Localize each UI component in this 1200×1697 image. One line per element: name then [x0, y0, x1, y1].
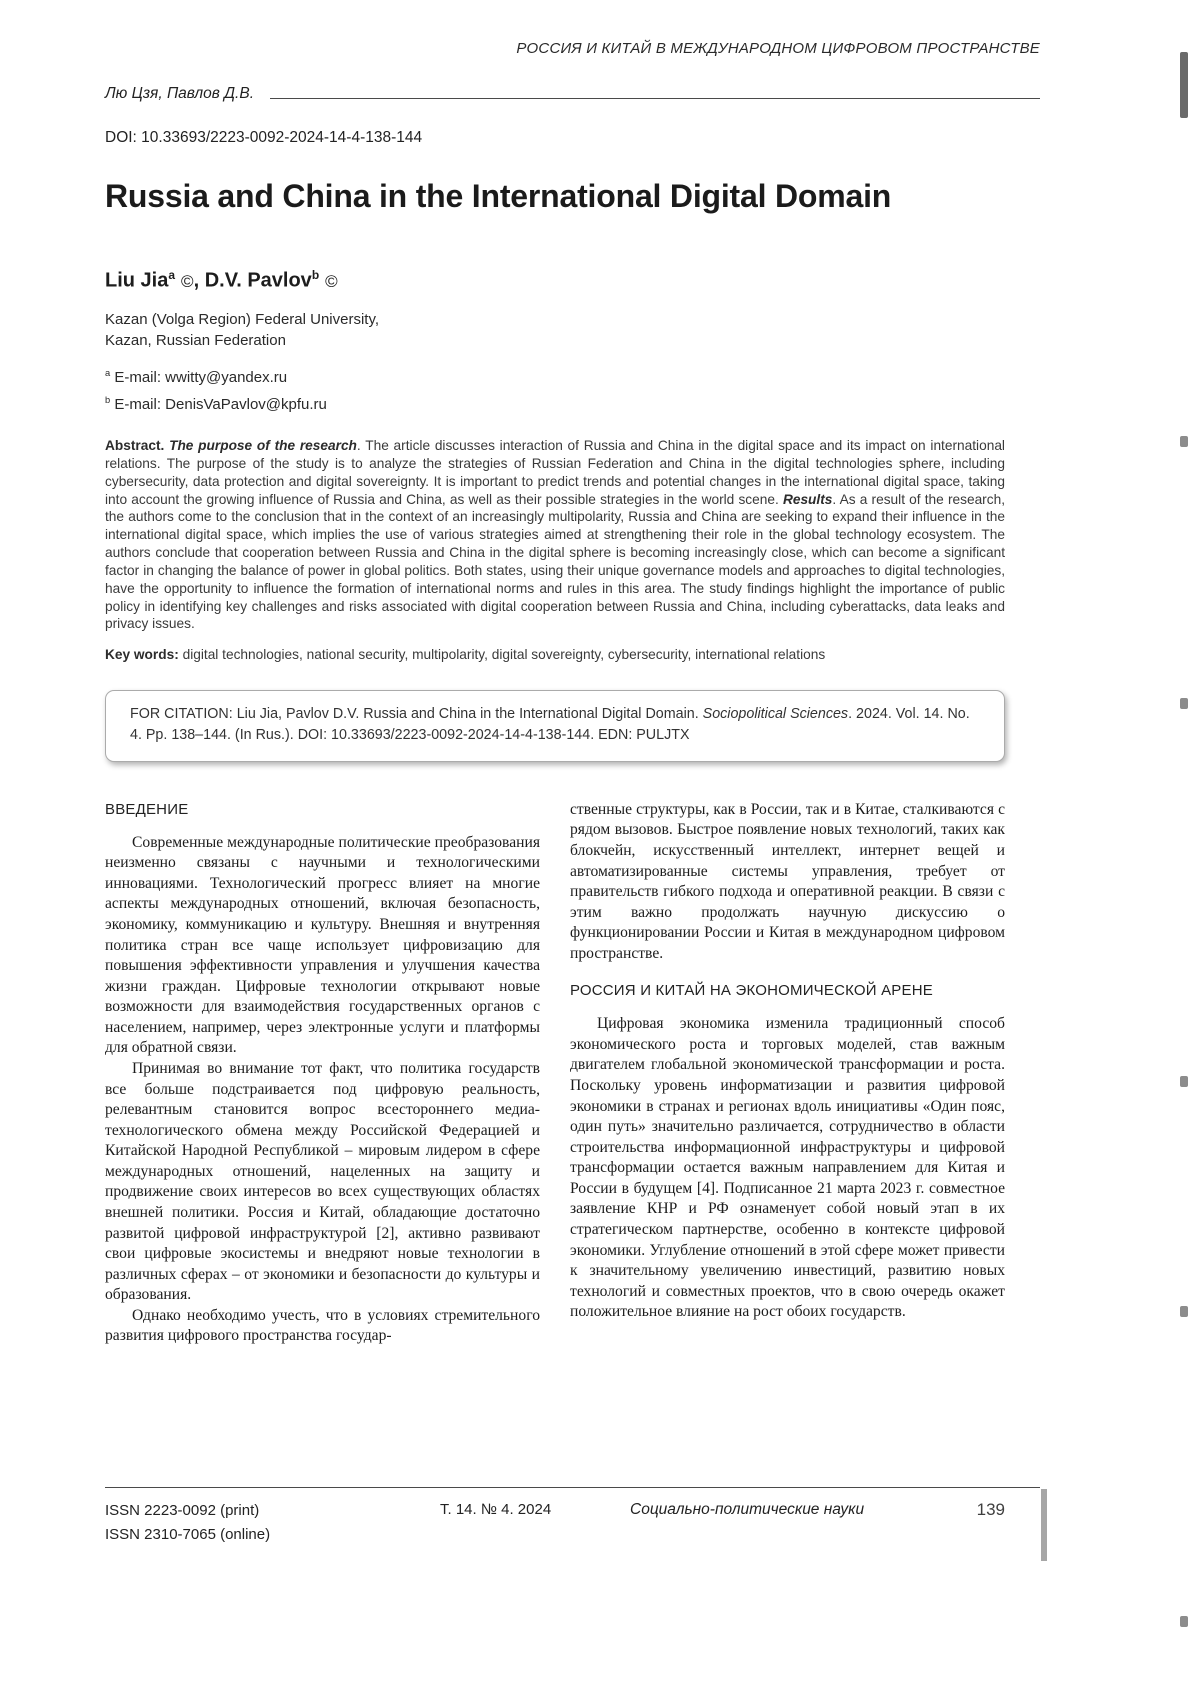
paragraph: Принимая во внимание тот факт, что политика государств все больше подстраивается под цифровую реальность, релевантным становится вопрос всестороннего медиа-технологического обмена между Российской Федерацией и Китайской Народной Республикой – мировым лидером в сфере международных отношений, нацеленных на защиту и продвижение своих интересов во всех существующих областях внешней политики. Россия и Китай, обладающие достаточно развитой цифровой инфраструктурой [2], активно развивают свои цифровые экосистемы и внедряют новые технологии в различных сферах – от экономики и безопасности до культуры и образования. — [105, 1059, 540, 1304]
abstract-label: Abstract. — [105, 438, 165, 454]
email-line-a — [105, 368, 1005, 386]
email-b-sup: b — [105, 395, 111, 406]
emails-block — [105, 368, 1005, 413]
authors-line — [105, 268, 1005, 293]
keywords-text: digital technologies, national security, multipolarity, digital sovereignty, cybersecurity, international relations — [178, 647, 826, 663]
scrollbar-mark — [1180, 436, 1188, 447]
abstract-text-2: . As a result of the research, the authors come to the conclusion that in the context of an increasingly multipolarity, Russia and China are seeking to expand their influence in the international digital space, which implies the use of various strategies aimed at strengthening their role in the global technology ecosystem. The authors conclude that cooperation between Russia and China in the digital sphere is becoming increasingly close, which can become a significant factor in changing the balance of power in global politics. Both states, using their unique governance models and approaches to digital technologies, have the opportunity to influence the formation of international norms and rules in this area. The study findings highlight the importance of public policy in identifying key challenges and risks associated with digital cooperation between Russia and China, including cyberattacks, data leaks and privacy issues. — [105, 491, 1005, 632]
author-1-name: Liu Jia — [105, 269, 169, 292]
keywords-line — [105, 646, 1005, 664]
affiliation-line-1: Kazan (Volga Region) Federal University, — [105, 310, 380, 328]
issn-online: ISSN 2310-7065 (online) — [105, 1526, 271, 1543]
copyright-icon: © — [325, 271, 338, 291]
page-edge-bar — [1041, 1489, 1047, 1561]
email-b-text: E-mail: DenisVaPavlov@kpfu.ru — [114, 396, 327, 414]
author-2-affiliation-sup: b — [311, 268, 320, 283]
column-left — [105, 800, 540, 1347]
authors-ru-row — [105, 85, 1040, 103]
citation-journal-name: Sociopolitical Sciences — [702, 705, 849, 722]
paragraph: Цифровая экономика изменила традиционный способ экономического роста и торговых моделей, став важным двигателем глобальной экономической трансформации и роста. Поскольку уровень информатизации и развития цифровой экономики в странах и регионах вдоль инициативы «Один пояс, один путь» значительно различается, сотрудничество в области строительства информационной инфраструктуры и цифровой трансформации остается важным направлением для Китая и России в будущем [4]. Подписанное 21 марта 2023 г. совместное заявление КНР и РФ ознаменует собой новый этап в их стратегическом партнерстве, особенно в контексте цифровой экономики. Углубление отношений в этой сфере может привести к значительному увеличению инвестиций, развитию новых технологий и совместных проектов, что в свою очередь окажет положительное влияние на рост обоих государств. — [570, 1015, 1005, 1321]
scrollbar-mark — [1180, 698, 1188, 709]
email-a-text: E-mail: wwitty@yandex.ru — [114, 369, 288, 387]
paragraph: Однако необходимо учесть, что в условиях стремительного развития цифрового пространства государ- — [105, 1306, 540, 1345]
page-number: 139 — [976, 1500, 1005, 1519]
section-heading-economic-arena: РОССИЯ И КИТАЙ НА ЭКОНОМИЧЕСКОЙ АРЕНЕ — [570, 982, 933, 1000]
article-body — [105, 800, 1005, 1347]
paragraph-continuation: ственные структуры, как в России, так и в Китае, сталкиваются с рядом вызовов. Быстрое появление новых технологий, таких как блокчейн, искусственный интеллект, интернет вещей и автоматизированные системы управления, требует от правительств гибкого подхода и оперативной реакции. В связи с этим важно продолжать научную дискуссию о функционировании России и Китая в международном цифровом пространстве. — [570, 800, 1005, 962]
issn-block — [105, 1499, 440, 1547]
affiliation-line-2: Kazan, Russian Federation — [105, 332, 286, 350]
citation-box — [105, 690, 1005, 762]
article-title: Russia and China in the International Digital Domain — [105, 178, 892, 214]
citation-text-2: . 2024. Vol. 14. No. 4. Pp. 138–144. (In Rus.). DOI: 10.33693/2223-0092-2024-14-4-138-144. EDN: PULJTX — [130, 705, 970, 744]
volume-info: Т. 14. № 4. 2024 — [440, 1501, 552, 1518]
scrollbar-mark — [1180, 1616, 1188, 1627]
abstract-results-heading: Results — [782, 491, 833, 507]
running-head: РОССИЯ И КИТАЙ В МЕЖДУНАРОДНОМ ЦИФРОВОМ ПРОСТРАНСТВЕ — [516, 40, 1040, 57]
abstract-purpose-heading: The purpose of the research — [169, 438, 357, 454]
page-footer — [105, 1487, 1040, 1547]
scrollbar-thumb[interactable] — [1180, 52, 1188, 118]
affiliation — [105, 309, 1005, 353]
scrollbar-mark — [1180, 1076, 1188, 1087]
abstract — [105, 437, 1005, 633]
header-rule — [270, 98, 1040, 99]
footer-row — [105, 1499, 1005, 1547]
scrollbar-mark — [1180, 1306, 1188, 1317]
citation-text-1: FOR CITATION: Liu Jia, Pavlov D.V. Russia and China in the International Digital Domain. — [130, 705, 703, 722]
email-line-b — [105, 395, 1005, 413]
section-heading-introduction: ВВЕДЕНИЕ — [105, 800, 189, 818]
column-right — [570, 800, 1005, 1347]
paragraph: Современные международные политические преобразования неизменно связаны с научными и технологическими инновациями. Технологический прогресс влияет на многие аспекты международных отношений, включая безопасность, экономику, коммуникацию и культуру. Внешняя и внутренняя политика стран все чаще использует цифровизацию для повышения эффективности управления и улучшения качества жизни граждан. Цифровые технологии открывают новые возможности для взаимодействия государственных органов с населением, например, через электронные услуги и платформы для обратной связи. — [105, 833, 540, 1057]
authors-ru: Лю Цзя, Павлов Д.В. — [105, 85, 255, 102]
page-content — [105, 0, 1040, 1347]
author-1-affiliation-sup: a — [168, 268, 176, 283]
email-a-sup: a — [105, 368, 111, 379]
author-2-name: D.V. Pavlov — [204, 269, 312, 292]
copyright-icon: © — [181, 271, 194, 291]
doi-line: DOI: 10.33693/2223-0092-2024-14-4-138-144 — [105, 129, 423, 146]
journal-name: Социально-политические науки — [630, 1501, 865, 1518]
issn-print: ISSN 2223-0092 (print) — [105, 1502, 260, 1519]
abstract-text-1: . The article discusses interaction of Russia and China in the digital space and its impact on international relations. The purpose of the study is to analyze the strategies of Russian Federation and China in the digital technologies sphere, including cybersecurity, data protection and digital sovereignty. It is important to predict trends and potential changes in the international digital space, taking into account the growing influence of Russia and China, as well as their possible strategies in the world scene. — [105, 438, 1005, 507]
authors-separator: , — [193, 269, 205, 292]
keywords-label: Key words: — [105, 647, 179, 663]
